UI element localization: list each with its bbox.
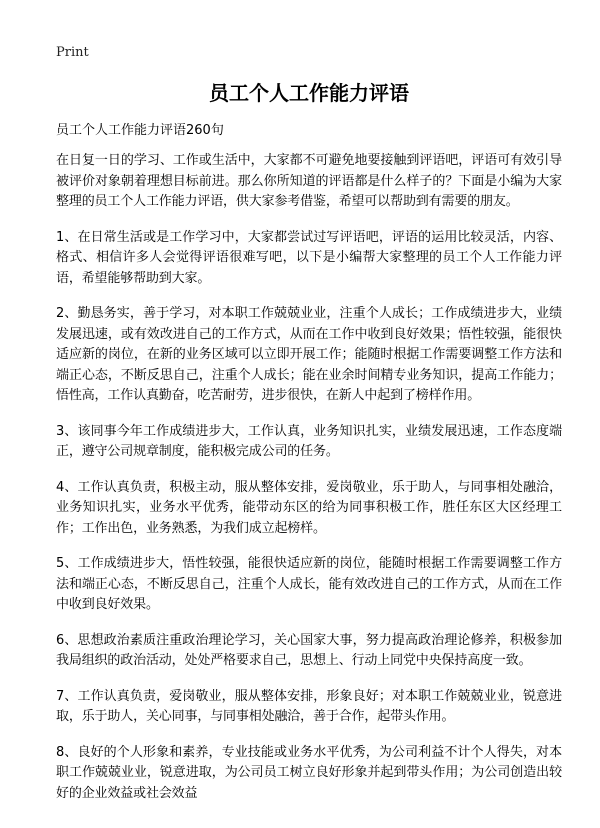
comment-paragraph-3: 3、该同事今年工作成绩进步大，工作认真，业务知识扎实，业绩发展迅速，工作态度端正，遵守公司规章制度，能积极完成公司的任务。 xyxy=(56,423,562,459)
intro-paragraph: 在日复一日的学习、工作或生活中，大家都不可避免地要接触到评语吧，评语可有效引导被评价对象朝着理想目标前进。那么你所知道的评语都是什么样子的？下面是小编为大家整理的员工个人工作能力评语，供大家参考借鉴，希望可以帮助到有需要的朋友。 xyxy=(56,153,562,209)
comment-paragraph-2: 2、勤恳务实，善于学习，对本职工作兢兢业业，注重个人成长；工作成绩进步大，业绩发展迅速，或有效改进自己的工作方式，从而在工作中收到良好效果；悟性较强，能很快适应新的岗位，在新的业务区域可以立即开展工作；能随时根据工作需要调整工作方法和端正心态，不断反思自己，注重个人成长；能在业余时间精专业务知识，提高工作能力；悟性高，工作认真勤奋，吃苦耐劳，进步很快，在新人中起到了榜样作用。 xyxy=(56,306,562,403)
print-link[interactable]: Print xyxy=(56,45,89,60)
document-subtitle: 员工个人工作能力评语260句 xyxy=(56,123,224,138)
page-title: 员工个人工作能力评语 xyxy=(209,81,409,105)
comment-paragraph-5: 5、工作成绩进步大，悟性较强，能很快适应新的岗位，能随时根据工作需要调整工作方法和端正心态，不断反思自己，注重个人成长，能有效改进自己的工作方式，从而在工作中收到良好效果。 xyxy=(56,556,562,612)
comment-paragraph-8: 8、良好的个人形象和素养，专业技能或业务水平优秀，为公司利益不计个人得失，对本职工作兢兢业业，锐意进取，为公司员工树立良好形象并起到带头作用；为公司创造出较好的企业效益或社会效益 xyxy=(56,744,562,801)
comment-paragraph-6: 6、思想政治素质注重政治理论学习，关心国家大事，努力提高政治理论修养，积极参加我局组织的政治活动，处处严格要求自己，思想上、行动上同党中央保持高度一致。 xyxy=(56,632,562,668)
comment-paragraph-7: 7、工作认真负责，爱岗敬业，服从整体安排，形象良好；对本职工作兢兢业业，锐意进取，乐于助人，关心同事，与同事相处融洽，善于合作，起带头作用。 xyxy=(56,688,562,724)
comment-paragraph-1: 1、在日常生活或是工作学习中，大家都尝试过写评语吧，评语的运用比较灵活，内容、格式、相信许多人会觉得评语很难写吧，以下是小编帮大家整理的员工个人工作能力评语，希望能够帮助到大家。 xyxy=(56,229,562,286)
document-body xyxy=(56,151,562,819)
comment-paragraph-4: 4、工作认真负责，积极主动，服从整体安排，爱岗敬业，乐于助人，与同事相处融洽，业务知识扎实，业务水平优秀，能带动东区的给为同事积极工作，胜任东区大区经理工作；工作出色，业务熟悉，为我们成立起榜样。 xyxy=(56,479,562,536)
